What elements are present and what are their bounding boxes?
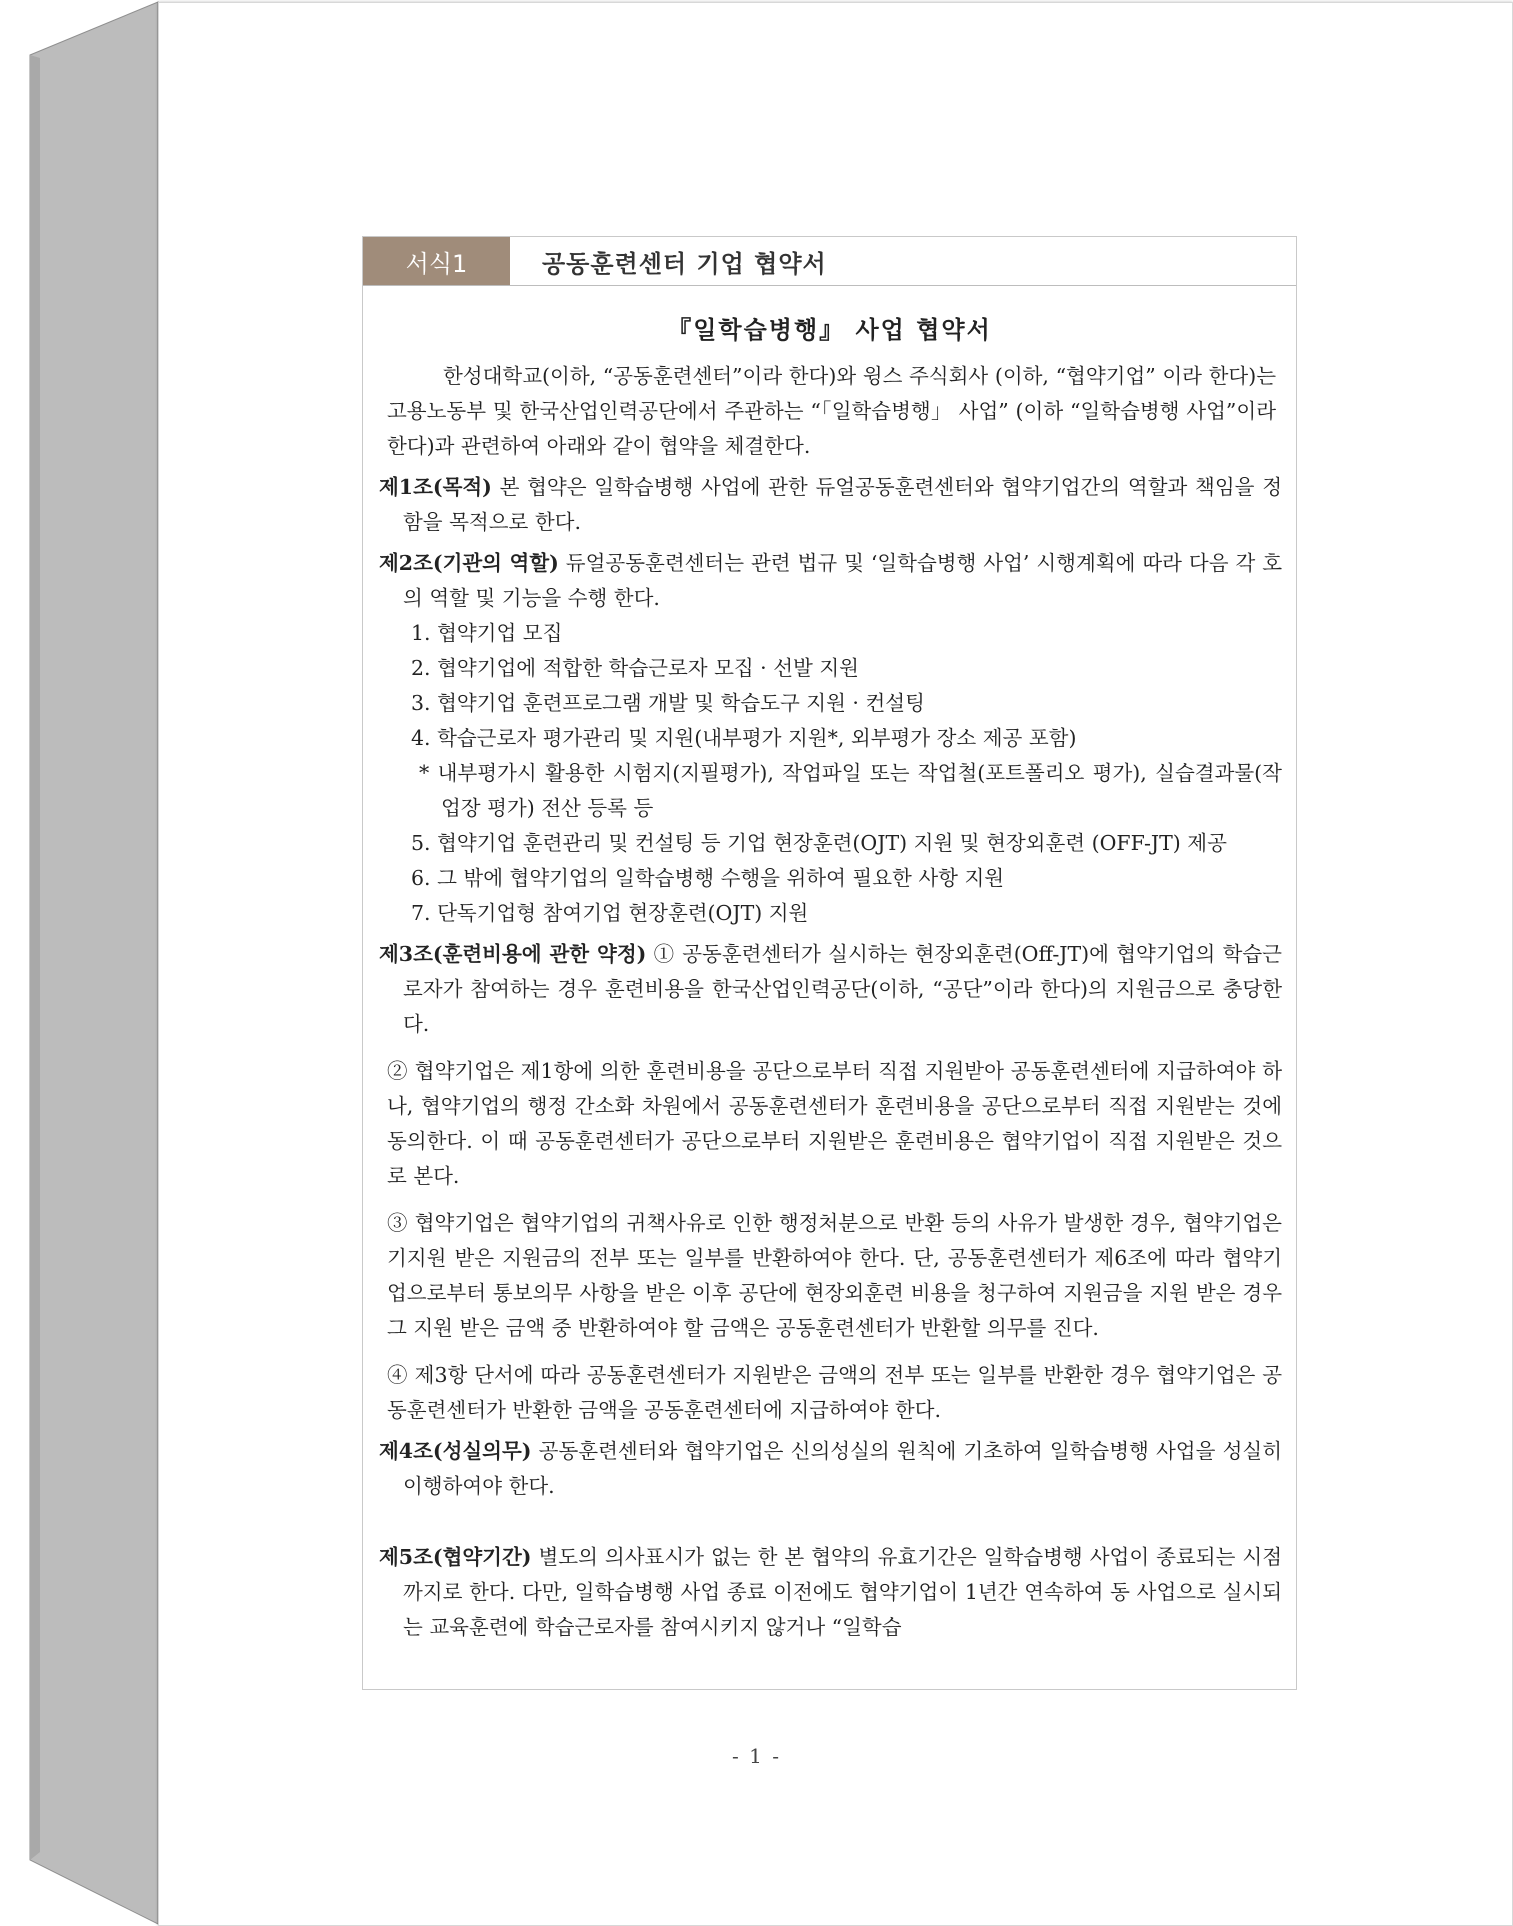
document-body: [363, 359, 1296, 1645]
form-header: [363, 237, 1296, 286]
article-2-list-continued: [377, 826, 1282, 931]
form-tag: 서식1: [363, 237, 510, 285]
article-2-text: 듀얼공동훈련센터는 관련 법규 및 ‘일학습병행 사업’ 시행계획에 따라 다음 각 호의 역할 및 기능을 수행 한다.: [403, 551, 1282, 610]
form-title: 공동훈련센터 기업 협약서: [542, 249, 827, 278]
page-number: - 1 -: [732, 1744, 781, 1768]
article-2-list: [377, 616, 1282, 756]
article-4-text: 공동훈련센터와 협약기업은 신의성실의 원칙에 기초하여 일학습병행 사업을 성실히 이행하여야 한다.: [403, 1439, 1282, 1498]
list-item: 5. 협약기업 훈련관리 및 컨설팅 등 기업 현장훈련(OJT) 지원 및 현장외훈련 (OFF-JT) 제공: [411, 831, 1227, 855]
article-3-paragraph-4: ④ 제3항 단서에 따라 공동훈련센터가 지원받은 금액의 전부 또는 일부를 반환한 경우 협약기업은 공동훈련센터가 반환한 금액을 공동훈련센터에 지급하여야 한다.: [387, 1363, 1282, 1422]
article-2-heading: 제2조(기관의 역할): [379, 551, 559, 575]
article-3-text: ① 공동훈련센터가 실시하는 현장외훈련(Off-JT)에 협약기업의 학습근로자가 참여하는 경우 훈련비용을 한국산업인력공단(이하, “공단”이라 한다)의 지원금으로 충당한다.: [403, 942, 1282, 1036]
evaluation-note: * 내부평가시 활용한 시험지(지필평가), 작업파일 또는 작업철(포트폴리오 평가), 실습결과물(작업장 평가) 전산 등록 등: [419, 761, 1282, 820]
article-2: [377, 546, 1282, 616]
list-item: 1. 협약기업 모집: [411, 621, 563, 645]
article-1-heading: 제1조(목적): [379, 475, 492, 499]
article-4: [377, 1434, 1282, 1504]
article-5: [377, 1540, 1282, 1645]
article-1: [377, 470, 1282, 540]
article-3-paragraph-2: ② 협약기업은 제1항에 의한 훈련비용을 공단으로부터 직접 지원받아 공동훈련센터에 지급하여야 하나, 협약기업의 행정 간소화 차원에서 공동훈련센터가 훈련비용을 공단으로부터 직접 지원받는 것에 동의한다. 이 때 공동훈련센터가 공단으로부터 지원받은 훈련비용은 협약기업이 직접 지원받은 것으로 본다.: [387, 1059, 1282, 1188]
list-item: 2. 협약기업에 적합한 학습근로자 모집 · 선발 지원: [411, 656, 859, 680]
article-4-heading: 제4조(성실의무): [379, 1439, 532, 1463]
article-3: [377, 937, 1282, 1042]
agreement-form: [362, 236, 1297, 1690]
intro-paragraph: 한성대학교(이하, “공동훈련센터”이라 한다)와 윙스 주식회사 (이하, “협약기업” 이라 한다)는 고용노동부 및 한국산업인력공단에서 주관하는 “「일학습병행」 사업” (이하 “일학습병행 사업”이라 한다)과 관련하여 아래와 같이 협약을 체결한다.: [387, 364, 1276, 458]
article-5-text: 별도의 의사표시가 없는 한 본 협약의 유효기간은 일학습병행 사업이 종료되는 시점까지로 한다. 다만, 일학습병행 사업 종료 이전에도 협약기업이 1년간 연속하여 동 사업으로 실시되는 교육훈련에 학습근로자를 참여시키지 않거나 “일학습: [403, 1545, 1282, 1639]
article-3-paragraph-3: ③ 협약기업은 협약기업의 귀책사유로 인한 행정처분으로 반환 등의 사유가 발생한 경우, 협약기업은 기지원 받은 지원금의 전부 또는 일부를 반환하여야 한다. 단, 공동훈련센터가 제6조에 따라 협약기업으로부터 통보의무 사항을 받은 이후 공단에 현장외훈련 비용을 청구하여 지원금을 지원 받은 경우 그 지원 받은 금액 중 반환하여야 할 금액은 공동훈련센터가 반환할 의무를 진다.: [387, 1211, 1282, 1340]
list-item: 7. 단독기업형 참여기업 현장훈련(OJT) 지원: [411, 901, 809, 925]
list-item: 3. 협약기업 훈련프로그램 개발 및 학습도구 지원 · 컨설팅: [411, 691, 925, 715]
list-item: 4. 학습근로자 평가관리 및 지원(내부평가 지원*, 외부평가 장소 제공 포함): [411, 726, 1077, 750]
article-5-heading: 제5조(협약기간): [379, 1545, 532, 1569]
spacer: [377, 1504, 1282, 1534]
book-spine-edge: [0, 0, 160, 1926]
article-3-heading: 제3조(훈련비용에 관한 약정): [379, 942, 647, 966]
article-1-text: 본 협약은 일학습병행 사업에 관한 듀얼공동훈련센터와 협약기업간의 역할과 책임을 정함을 목적으로 한다.: [403, 475, 1282, 534]
list-item: 6. 그 밖에 협약기업의 일학습병행 수행을 위하여 필요한 사항 지원: [411, 866, 1005, 890]
document-title: 『일학습병행』 사업 협약서: [667, 315, 992, 344]
